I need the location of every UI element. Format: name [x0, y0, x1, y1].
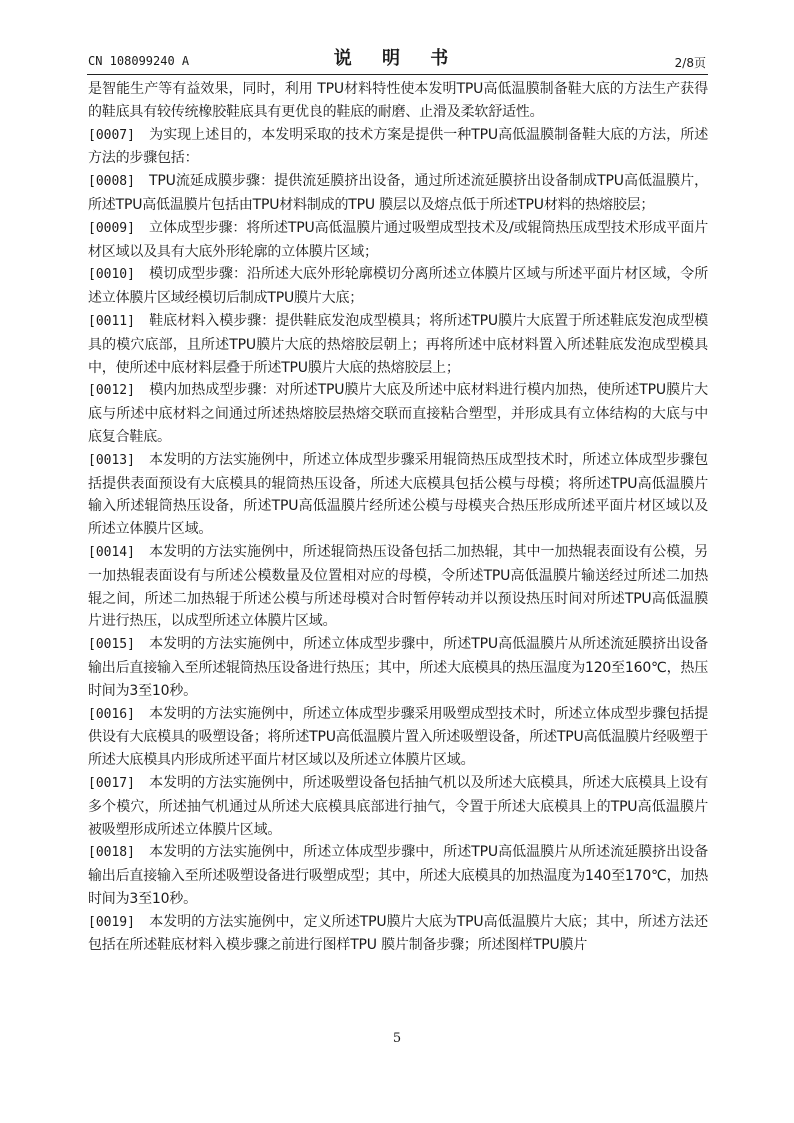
paragraph [88, 78, 708, 124]
paragraph-text: 立体成型步骤：将所述TPU高低温膜片通过吸塑成型技术及/或辊筒热压成型技术形成平面片材区域以及具有大底外形轮廓的立体膜片区域； [88, 219, 708, 260]
paragraph [88, 841, 708, 910]
paragraph-number: [0013] [88, 452, 135, 468]
paragraph [88, 379, 708, 448]
paragraph-number: [0018] [88, 845, 135, 861]
paragraph-number: [0016] [88, 706, 135, 722]
paragraph-text: 模切成型步骤：沿所述大底外形轮廓模切分离所述立体膜片区域与所述平面片材区域，令所述立体膜片区域经模切后制成TPU膜片大底； [88, 266, 708, 307]
paragraph [88, 124, 708, 171]
paragraph-number: [0014] [88, 544, 135, 560]
page-header [0, 0, 794, 80]
page-number: 5 [392, 1031, 402, 1046]
paragraph-number: [0011] [88, 313, 135, 329]
paragraph [88, 541, 708, 633]
paragraph-number: [0008] [88, 174, 135, 190]
paragraph-number: [0017] [88, 775, 135, 791]
paragraph-text: 本发明的方法实施例中，所述立体成型步骤中，所述TPU高低温膜片从所述流延膜挤出设备输出后直接输入至所述辊筒热压设备进行热压；其中，所述大底模具的热压温度为120至160℃，热压时间为3至10秒。 [88, 636, 708, 699]
paragraph [88, 772, 708, 841]
paragraph-text: 本发明的方法实施例中，所述立体成型步骤采用辊筒热压成型技术时，所述立体成型步骤包括提供表面预设有大底模具的辊筒热压设备，所述大底模具包括公模与母模；将所述TPU高低温膜片输入所述辊筒热压设备，所述TPU高低温膜片经所述公模与母模夹合热压形成所述平面片材区域以及所述立体膜片区域。 [88, 451, 708, 538]
paragraph-text: TPU流延成膜步骤：提供流延膜挤出设备，通过所述流延膜挤出设备制成TPU高低温膜片，所述TPU高低温膜片包括由TPU材料制成的TPU 膜层以及熔点低于所述TPU材料的热熔胶层； [88, 173, 708, 213]
paragraph-text: 本发明的方法实施例中，所述立体成型步骤采用吸塑成型技术时，所述立体成型步骤包括提供设有大底模具的吸塑设备；将所述TPU高低温膜片置入所述吸塑设备，所述TPU高低温膜片经吸塑于所述大底模具内形成所述平面片材区域以及所述立体膜片区域。 [88, 705, 708, 769]
paragraph-text: 模内加热成型步骤：对所述TPU膜片大底及所述中底材料进行模内加热，使所述TPU膜片大底与所述中底材料之间通过所述热熔胶层热熔交联而直接粘合塑型，并形成具有立体结构的大底与中底复合鞋底。 [88, 382, 708, 445]
paragraph-number: [0012] [88, 383, 135, 399]
paragraph-text: 本发明的方法实施例中，所述辊筒热压设备包括二加热辊，其中一加热辊表面设有公模，另一加热辊表面设有与所述公模数量及位置相对应的母模，令所述TPU高低温膜片输送经过所述二加热辊之间，所述二加热辊于所述公模与所述母模对合时暂停转动并以预设热压时间对所述TPU高低温膜片进行热压，以成型所述立体膜片区域。 [88, 543, 708, 630]
document-title: 说 明 书 [333, 48, 461, 69]
paragraph-number: [0015] [88, 637, 135, 653]
paragraph-number: [0019] [88, 914, 135, 930]
paragraph [88, 633, 708, 702]
paragraph [88, 217, 708, 264]
page-info: 2/8页 [674, 56, 706, 70]
paragraph-text: 为实现上述目的，本发明采取的技术方案是提供一种TPU高低温膜制备鞋大底的方法，所述方法的步骤包括： [88, 126, 708, 167]
paragraph-text: 本发明的方法实施例中，所述立体成型步骤中，所述TPU高低温膜片从所述流延膜挤出设备输出后直接输入至所述吸塑设备进行吸塑成型；其中，所述大底模具的加热温度为140至170℃，加热时间为3至10秒。 [88, 844, 708, 907]
paragraph-text: 本发明的方法实施例中，定义所述TPU膜片大底为TPU高低温膜片大底；其中，所述方法还包括在所述鞋底材料入模步骤之前进行图样TPU 膜片制备步骤；所述图样TPU膜片 [88, 913, 708, 954]
paragraph-number: [0009] [88, 220, 135, 236]
paragraph-number: [0007] [88, 127, 135, 143]
paragraph [88, 310, 708, 379]
paragraph-text: 是智能生产等有益效果，同时，利用 TPU材料特性使本发明TPU高低温膜制备鞋大底的方法生产获得的鞋底具有较传统橡胶鞋底具有更优良的鞋底的耐磨、止滑及柔软舒适性。 [88, 81, 708, 120]
paragraph-text: 本发明的方法实施例中，所述吸塑设备包括抽气机以及所述大底模具，所述大底模具上设有多个模穴，所述抽气机通过从所述大底模具底部进行抽气，令置于所述大底模具上的TPU高低温膜片被吸塑形成所述立体膜片区域。 [88, 774, 708, 838]
publication-number: CN 108099240 A [88, 54, 190, 68]
paragraph-text: 鞋底材料入模步骤：提供鞋底发泡成型模具；将所述TPU膜片大底置于所述鞋底发泡成型模具的模穴底部，且所述TPU膜片大底的热熔胶层朝上；再将所述中底材料置入所述鞋底发泡成型模具中，使所述中底材料层叠于所述TPU膜片大底的热熔胶层上； [88, 312, 708, 376]
paragraph [88, 263, 708, 310]
header-rule [87, 74, 708, 75]
paragraph [88, 449, 708, 541]
paragraph [88, 703, 708, 772]
paragraph-number: [0010] [88, 267, 135, 283]
document-body [88, 78, 708, 957]
paragraph [88, 170, 708, 217]
paragraph [88, 911, 708, 958]
